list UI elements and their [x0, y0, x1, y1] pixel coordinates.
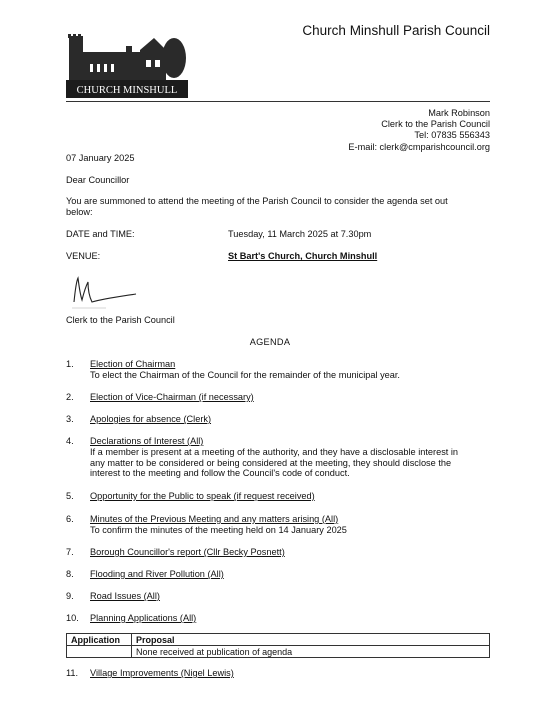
agenda-item-title: Election of Chairman: [90, 359, 176, 369]
agenda-item-title: Declarations of Interest (All): [90, 436, 204, 446]
table-header-cell: Proposal: [132, 634, 490, 646]
agenda-item-title: Borough Councillor's report (Cllr Becky Posnett): [90, 547, 285, 557]
date-time-value: Tuesday, 11 March 2025 at 7.30pm: [228, 229, 372, 239]
agenda-item-title: Village Improvements (Nigel Lewis): [90, 668, 234, 678]
agenda-item-title: Minutes of the Previous Meeting and any matters arising (All): [90, 514, 339, 524]
sender-block: [348, 108, 490, 153]
sender-name: Mark Robinson: [428, 108, 490, 118]
agenda-item-detail: interest to the meeting and follow the Council's code of conduct.: [90, 468, 350, 479]
table-row: [67, 646, 490, 658]
svg-text:CHURCH MINSHULL: CHURCH MINSHULL: [76, 85, 178, 96]
agenda-item-title: Election of Vice-Chairman (if necessary): [90, 392, 254, 402]
agenda-item-title: Flooding and River Pollution (All): [90, 569, 224, 579]
agenda-item-title: Apologies for absence (Clerk): [90, 414, 212, 424]
sender-role: Clerk to the Parish Council: [381, 119, 490, 130]
agenda-item-number: 9.: [66, 591, 74, 601]
agenda-item-number: 2.: [66, 392, 74, 402]
agenda-item-number: 7.: [66, 547, 74, 557]
date-time-label: DATE and TIME:: [66, 229, 135, 239]
agenda-item-number: 4.: [66, 436, 74, 446]
sender-tel: Tel: 07835 556343: [414, 130, 490, 141]
church-minshull-logo: [66, 30, 188, 98]
agenda-heading: AGENDA: [249, 337, 291, 347]
agenda-item-6: [90, 514, 490, 536]
agenda-item-title: Road Issues (All): [90, 591, 160, 601]
planning-applications-table: [66, 633, 490, 658]
agenda-item-number: 5.: [66, 491, 74, 501]
agenda-item-detail: To elect the Chairman of the Council for the remainder of the municipal year.: [90, 369, 400, 380]
clerk-signature: [66, 272, 140, 312]
table-header-cell: Application: [67, 634, 132, 646]
table-cell: [67, 646, 132, 658]
agenda-item-detail: To confirm the minutes of the meeting held on 14 January 2025: [90, 524, 347, 535]
agenda-item-number: 1.: [66, 359, 74, 369]
agenda-item-detail: any matter to be considered or being considered at the meeting, they should disclose the: [90, 457, 452, 468]
venue-label: VENUE:: [66, 251, 101, 261]
table-header-row: [67, 634, 490, 646]
agenda-item-number: 6.: [66, 514, 74, 524]
summons-line-2: below:: [66, 207, 93, 217]
agenda-item-number: 11.: [66, 668, 79, 678]
agenda-item-4: [90, 436, 490, 479]
council-name: Church Minshull Parish Council: [302, 23, 490, 38]
salutation: Dear Councillor: [66, 175, 130, 185]
agenda-item-detail: If a member is present at a meeting of the authority, and they have a disclosable interest in: [90, 446, 459, 457]
agenda-item-title: Opportunity for the Public to speak (if request received): [90, 491, 315, 501]
header-divider: [66, 101, 490, 102]
agenda-item-1: [90, 359, 490, 381]
agenda-item-title: Planning Applications (All): [90, 613, 197, 623]
venue-value: St Bart's Church, Church Minshull: [228, 251, 378, 261]
agenda-item-number: 3.: [66, 414, 74, 424]
summons-line-1: You are summoned to attend the meeting of the Parish Council to consider the agenda set out: [66, 196, 448, 206]
letter-date: 07 January 2025: [66, 153, 135, 163]
agenda-item-number: 8.: [66, 569, 74, 579]
sender-email[interactable]: E-mail: clerk@cmparishcouncil.org: [348, 141, 490, 152]
agenda-item-number: 10.: [66, 613, 79, 623]
signoff: Clerk to the Parish Council: [66, 315, 175, 325]
table-cell: None received at publication of agenda: [132, 646, 490, 658]
